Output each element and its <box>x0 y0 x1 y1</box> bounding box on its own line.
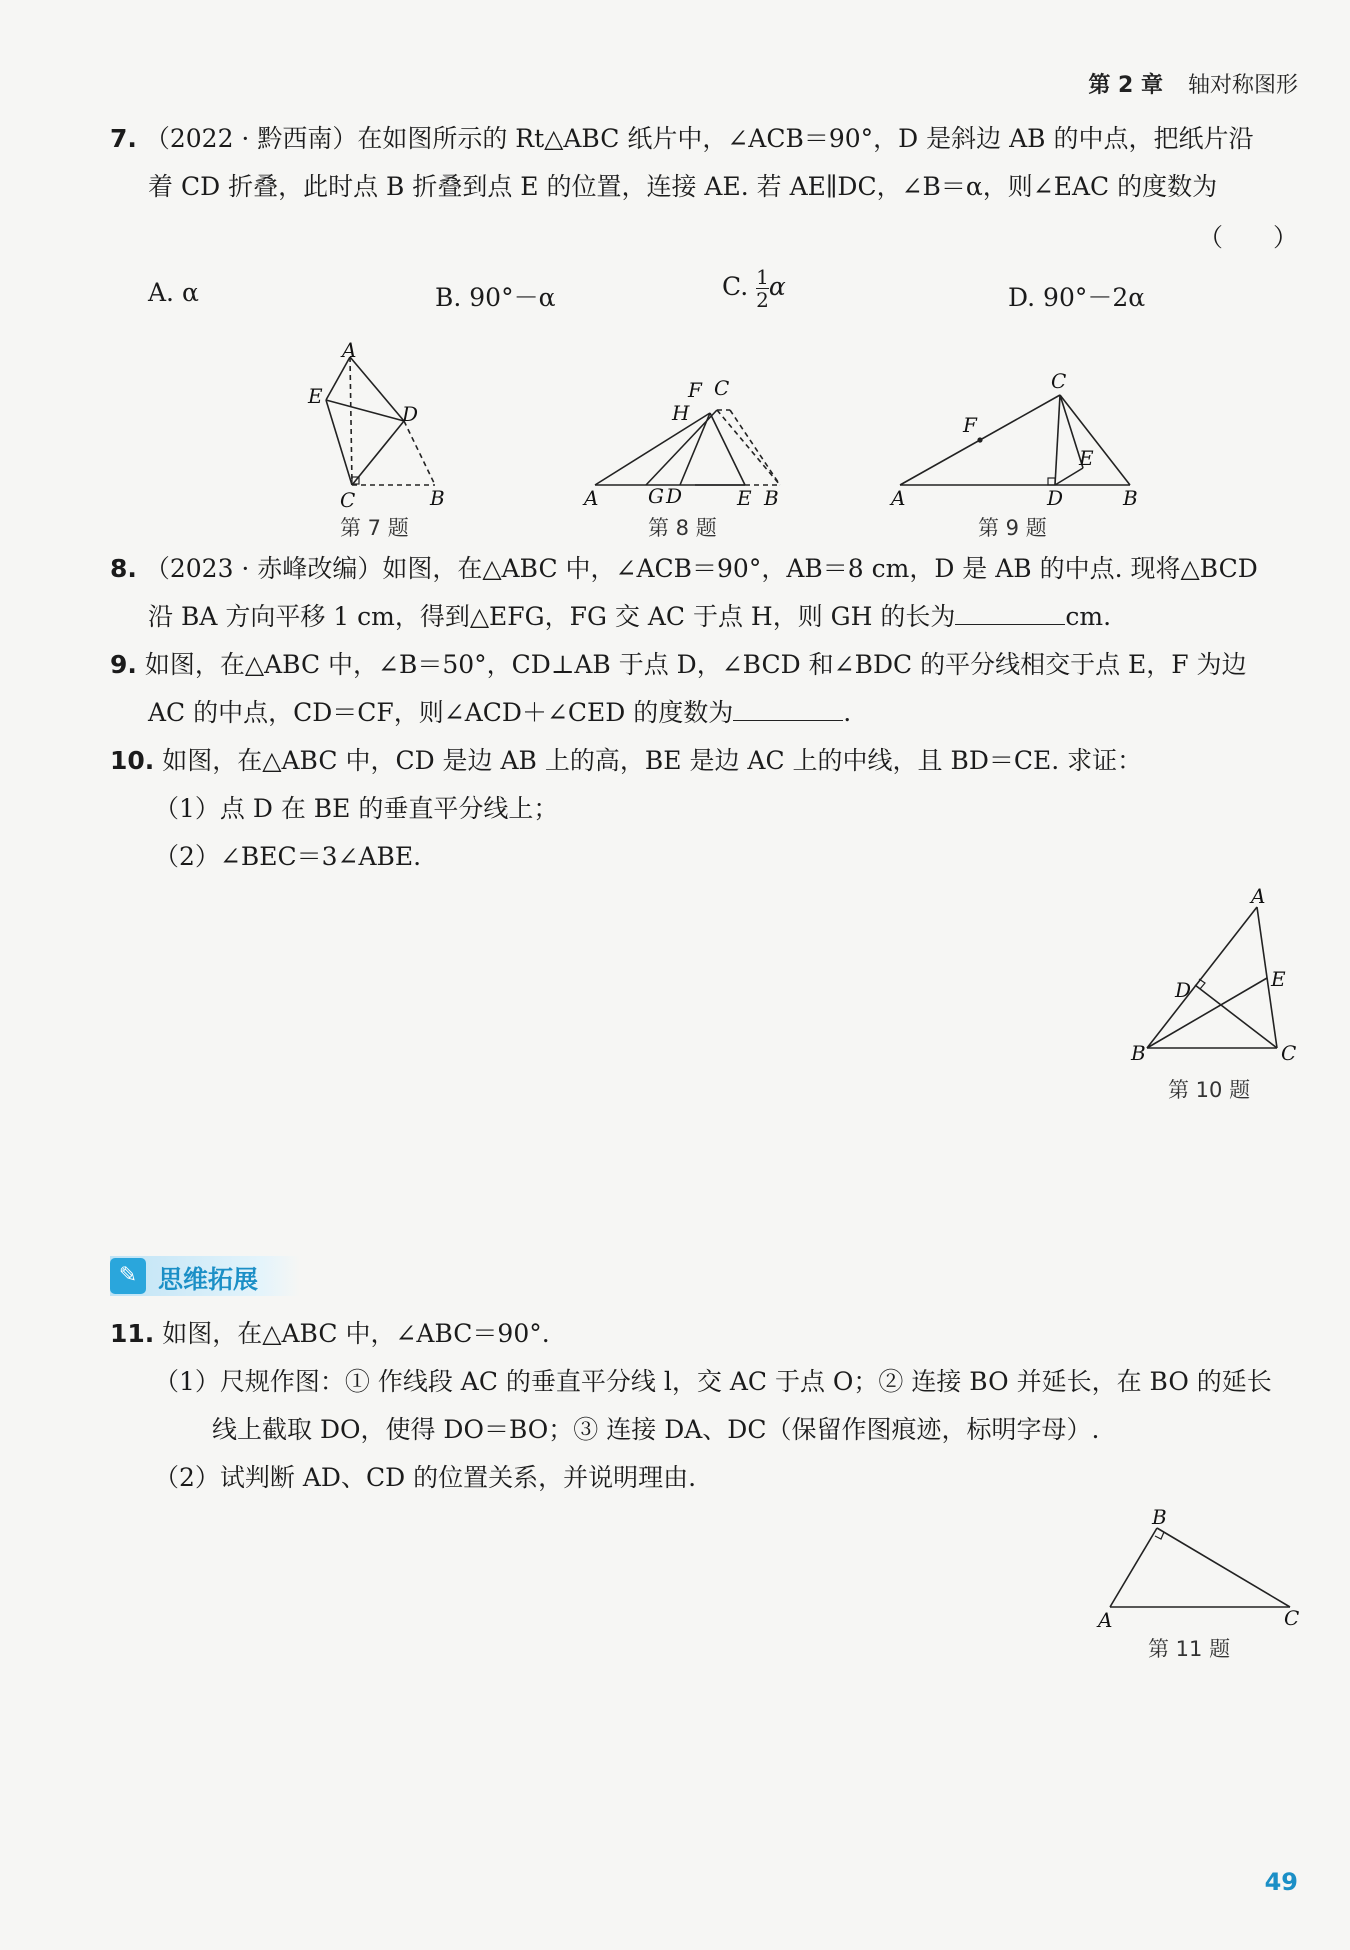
option-c-label: C. <box>722 272 749 301</box>
q8-text-line1: （2023 · 赤峰改编）如图，在△ABC 中，∠ACB＝90°，AB＝8 cm，D 是 AB 的中点. 现将△BCD <box>144 554 1258 583</box>
section-banner <box>110 1256 300 1296</box>
figure-8-caption: 第 8 题 <box>648 516 717 540</box>
q8-text-line2: 沿 BA 方向平移 1 cm，得到△EFG，FG 交 AC 于点 H，则 GH 的长为 <box>148 602 956 631</box>
fig9-label-a: A <box>891 486 906 510</box>
option-c <box>722 266 786 311</box>
chapter-number: 第 2 章 <box>1088 73 1163 98</box>
q8-line2 <box>110 593 1300 641</box>
answer-paren: （ ） <box>1197 223 1298 252</box>
option-b: B. 90°－α <box>435 283 556 312</box>
fig8-label-d: D <box>666 484 683 508</box>
chapter-title: 轴对称图形 <box>1187 73 1298 98</box>
q8-number: 8. <box>110 554 137 583</box>
fig10-label-c: C <box>1281 1041 1297 1065</box>
fig10-label-d: D <box>1175 978 1192 1002</box>
fig8-label-f: F <box>688 378 702 402</box>
fig7-label-c: C <box>340 488 356 512</box>
question-11 <box>110 1310 1300 1502</box>
fraction-numerator: 1 <box>756 265 769 289</box>
fig10-label-b: B <box>1131 1041 1146 1065</box>
fig9-label-b: B <box>1123 486 1138 510</box>
option-a: A. α <box>148 278 199 307</box>
q9-period: . <box>843 698 852 727</box>
fig9-label-d: D <box>1047 486 1064 510</box>
figure-11-caption: 第 11 题 <box>1148 1637 1231 1661</box>
q7-text-line2: 着 CD 折叠，此时点 B 折叠到点 E 的位置，连接 AE. 若 AE∥DC，∠B＝α，则∠EAC 的度数为 <box>148 172 1218 201</box>
q9-text-line1: 如图，在△ABC 中，∠B＝50°，CD⊥AB 于点 D，∠BCD 和∠BDC 的平分线相交于点 E，F 为边 <box>144 650 1247 679</box>
fig8-label-g: G <box>648 484 664 508</box>
question-9 <box>110 641 1300 737</box>
pencil-note-icon: ✎ <box>110 1258 146 1294</box>
fig9-point-f <box>977 437 982 442</box>
q10-sub2: （2）∠BEC＝3∠ABE. <box>154 842 422 871</box>
fig7-label-b: B <box>430 486 445 510</box>
fig9-label-c: C <box>1051 369 1067 393</box>
q9-number: 9. <box>110 650 137 679</box>
fraction-denominator: 2 <box>756 288 769 312</box>
fig11-label-b: B <box>1152 1505 1167 1529</box>
q8-unit: cm. <box>1065 602 1112 631</box>
q10-number: 10. <box>110 746 155 775</box>
q7-line1 <box>110 115 1300 163</box>
q11-number: 11. <box>110 1319 155 1348</box>
q11-line1 <box>110 1310 1300 1358</box>
fig7-label-a: A <box>342 338 357 362</box>
figure-8-diagram <box>580 375 790 515</box>
figure-9-diagram <box>885 369 1138 515</box>
q9-line1 <box>110 641 1300 689</box>
page-number: 49 <box>1264 1868 1298 1896</box>
fig7-label-d: D <box>402 402 419 426</box>
q9-answer-blank[interactable] <box>733 698 843 721</box>
fig9-label-f: F <box>963 413 977 437</box>
fig8-label-c: C <box>714 376 730 400</box>
figure-11-diagram <box>1090 1500 1305 1630</box>
figure-10-caption: 第 10 题 <box>1168 1078 1251 1102</box>
figure-7-caption: 第 7 题 <box>340 516 409 540</box>
fig10-label-e: E <box>1271 967 1286 991</box>
option-d: D. 90°－2α <box>1008 283 1146 312</box>
q11-sub1a: （1）尺规作图：① 作线段 AC 的垂直平分线 l，交 AC 于点 O；② 连接 BO 并延长，在 BO 的延长 <box>154 1367 1272 1396</box>
fig8-label-b: B <box>764 486 779 510</box>
q11-text-line1: 如图，在△ABC 中，∠ABC＝90°. <box>162 1319 550 1348</box>
fig11-label-c: C <box>1284 1606 1300 1630</box>
fig8-label-a: A <box>584 486 599 510</box>
q10-line1 <box>110 737 1300 785</box>
question-10 <box>110 737 1300 881</box>
q8-line1 <box>110 545 1300 593</box>
q11-sub2: （2）试判断 AD、CD 的位置关系，并说明理由. <box>154 1463 697 1492</box>
question-7 <box>110 115 1300 211</box>
fraction-one-half <box>756 266 769 311</box>
section-title: 思维拓展 <box>158 1265 259 1294</box>
q9-text-line2: AC 的中点，CD＝CF，则∠ACD＋∠CED 的度数为 <box>148 698 734 727</box>
q7-number: 7. <box>110 124 137 153</box>
q8-answer-blank[interactable] <box>955 602 1065 625</box>
q9-line2 <box>110 689 1300 737</box>
question-8 <box>110 545 1300 641</box>
fig8-label-h: H <box>672 401 690 425</box>
fig11-label-a: A <box>1098 1608 1113 1632</box>
q10-text-line1: 如图，在△ABC 中，CD 是边 AB 上的高，BE 是边 AC 上的中线，且 BD＝CE. 求证： <box>162 746 1143 775</box>
q10-sub1: （1）点 D 在 BE 的垂直平分线上； <box>154 794 559 823</box>
figure-7-diagram <box>300 338 460 515</box>
fig7-label-e: E <box>308 384 323 408</box>
page-header <box>1088 68 1298 99</box>
fig9-label-e: E <box>1079 446 1094 470</box>
option-c-alpha: α <box>768 272 786 301</box>
figure-9-caption: 第 9 题 <box>978 516 1047 540</box>
q11-sub1b: 线上截取 DO，使得 DO＝BO；③ 连接 DA、DC（保留作图痕迹，标明字母）. <box>212 1415 1100 1444</box>
q7-text-line1: （2022 · 黔西南）在如图所示的 Rt△ABC 纸片中，∠ACB＝90°，D 是斜边 AB 的中点，把纸片沿 <box>144 124 1254 153</box>
fig10-label-a: A <box>1251 884 1266 908</box>
figure-10-diagram <box>1125 885 1295 1070</box>
fig8-label-e: E <box>737 486 752 510</box>
